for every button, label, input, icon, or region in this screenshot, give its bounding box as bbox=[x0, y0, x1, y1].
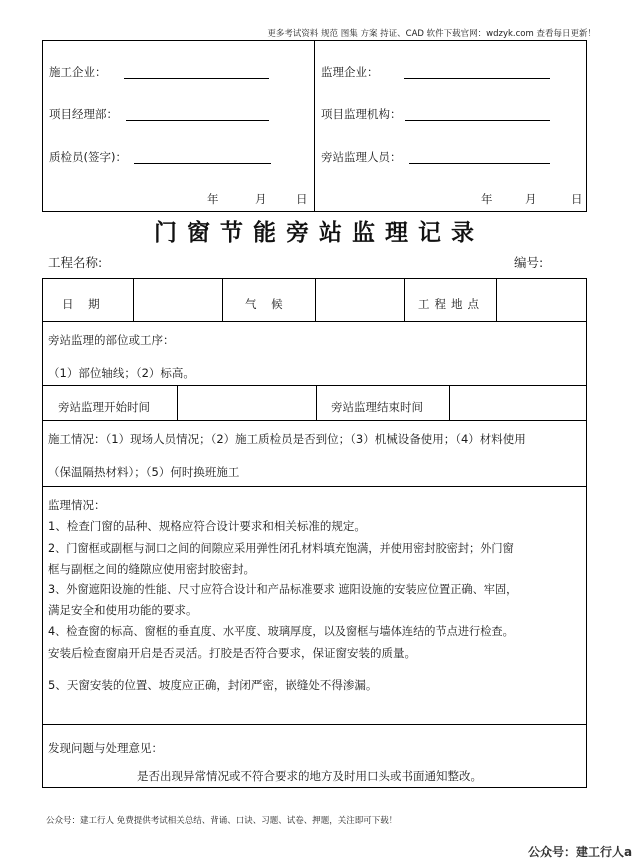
project-manager-label: 项目经理部： bbox=[49, 107, 118, 121]
col-divider bbox=[133, 278, 134, 321]
brand-watermark: 公众号：建工行人a bbox=[528, 845, 633, 859]
date-label: 日 期 bbox=[62, 297, 100, 311]
parts-content: （1）部位轴线；（2）标高。 bbox=[48, 366, 195, 380]
construction-line-2: （保温隔热材料）；（5）何时换班施工 bbox=[48, 465, 240, 479]
end-time-label: 旁站监理结束时间 bbox=[331, 400, 423, 414]
supervision-org-label: 项目监理机构： bbox=[321, 107, 402, 121]
record-table bbox=[42, 278, 587, 788]
inspector-label: 质检员(签字)： bbox=[49, 150, 127, 164]
supervision-company-field[interactable] bbox=[404, 78, 550, 79]
supervision-line: 安装后检查窗扇开启是否灵活。打胶是否符合要求，保证窗安装的质量。 bbox=[48, 646, 416, 660]
sidestation-person-label: 旁站监理人员： bbox=[321, 150, 402, 164]
col-divider bbox=[449, 385, 450, 420]
supervision-company-label: 监理企业： bbox=[321, 65, 379, 79]
construction-company-field[interactable] bbox=[124, 78, 269, 79]
right-date-month: 月 bbox=[525, 192, 537, 206]
project-name-label: 工程名称: bbox=[48, 255, 103, 270]
row-divider bbox=[42, 486, 587, 487]
col-divider bbox=[222, 278, 223, 321]
supervision-line: 满足安全和使用功能的要求。 bbox=[48, 603, 198, 617]
top-note: 更多考试资料 规范 图集 方案 持证、CAD 软件下载官网：wdzyk.com 查看每日更新！ bbox=[267, 29, 596, 39]
left-date-day: 日 bbox=[296, 192, 308, 206]
row-divider bbox=[42, 724, 587, 725]
supervision-line: 1、检查门窗的品种、规格应符合设计要求和相关标准的规定。 bbox=[48, 519, 366, 533]
construction-line-1: 施工情况：（1）现场人员情况；（2）施工质检员是否到位；（3）机械设备使用；（4）材料使用 bbox=[48, 432, 526, 446]
number-label: 编号: bbox=[514, 255, 544, 270]
left-date-year: 年 bbox=[207, 192, 219, 206]
supervision-line: 3、外窗遮阳设施的性能、尺寸应符合设计和产品标准要求 遮阳设施的安装应位置正确、牢固， bbox=[48, 583, 518, 596]
left-date-month: 月 bbox=[255, 192, 267, 206]
sidestation-person-field[interactable] bbox=[409, 163, 550, 164]
header-divider bbox=[314, 40, 315, 212]
weather-value-cell[interactable] bbox=[318, 281, 402, 319]
row-divider bbox=[42, 420, 587, 421]
end-time-value-cell[interactable] bbox=[452, 388, 584, 418]
row-divider bbox=[42, 321, 587, 322]
col-divider bbox=[315, 278, 316, 321]
location-label: 工程地点 bbox=[418, 297, 484, 311]
supervision-line: 5、天窗安装的位置、坡度应正确，封闭严密，嵌缝处不得渗漏。 bbox=[48, 678, 378, 692]
supervision-label: 监理情况： bbox=[48, 498, 106, 512]
start-time-value-cell[interactable] bbox=[180, 388, 314, 418]
col-divider bbox=[404, 278, 405, 321]
supervision-line: 框与副框之间的缝隙应使用密封胶密封。 bbox=[48, 562, 255, 576]
inspector-signature-field[interactable] bbox=[134, 163, 271, 164]
supervision-line: 2、门窗框或副框与洞口之间的间隙应采用弹性闭孔材料填充饱满，并使用密封胶密封；外门窗 bbox=[48, 542, 514, 555]
start-time-label: 旁站监理开始时间 bbox=[58, 400, 150, 414]
problems-label: 发现问题与处理意见： bbox=[48, 741, 163, 755]
col-divider bbox=[177, 385, 178, 420]
project-manager-field[interactable] bbox=[126, 120, 269, 121]
right-date-year: 年 bbox=[481, 192, 493, 206]
supervision-org-field[interactable] bbox=[405, 120, 550, 121]
col-divider bbox=[316, 385, 317, 420]
supervision-line: 4、检查窗的标高、窗框的垂直度、水平度、玻璃厚度，以及窗框与墙体连结的节点进行检查。 bbox=[48, 625, 514, 638]
right-date-day: 日 bbox=[571, 192, 583, 206]
problems-note: 是否出现异常情况或不符合要求的地方及时用口头或书面通知整改。 bbox=[137, 769, 482, 783]
parts-label: 旁站监理的部位或工序： bbox=[48, 333, 175, 347]
date-value-cell[interactable] bbox=[136, 281, 220, 319]
col-divider bbox=[496, 278, 497, 321]
row-divider bbox=[42, 385, 587, 386]
location-value-cell[interactable] bbox=[499, 281, 584, 319]
construction-company-label: 施工企业： bbox=[49, 65, 107, 79]
weather-label: 气 候 bbox=[245, 297, 283, 311]
page-title: 门窗节能旁站监理记录 bbox=[154, 219, 484, 246]
footer-note: 公众号：建工行人 免费提供考试相关总结、背诵、口诀、习题、试卷、押题，关注即可下载！ bbox=[46, 816, 398, 826]
